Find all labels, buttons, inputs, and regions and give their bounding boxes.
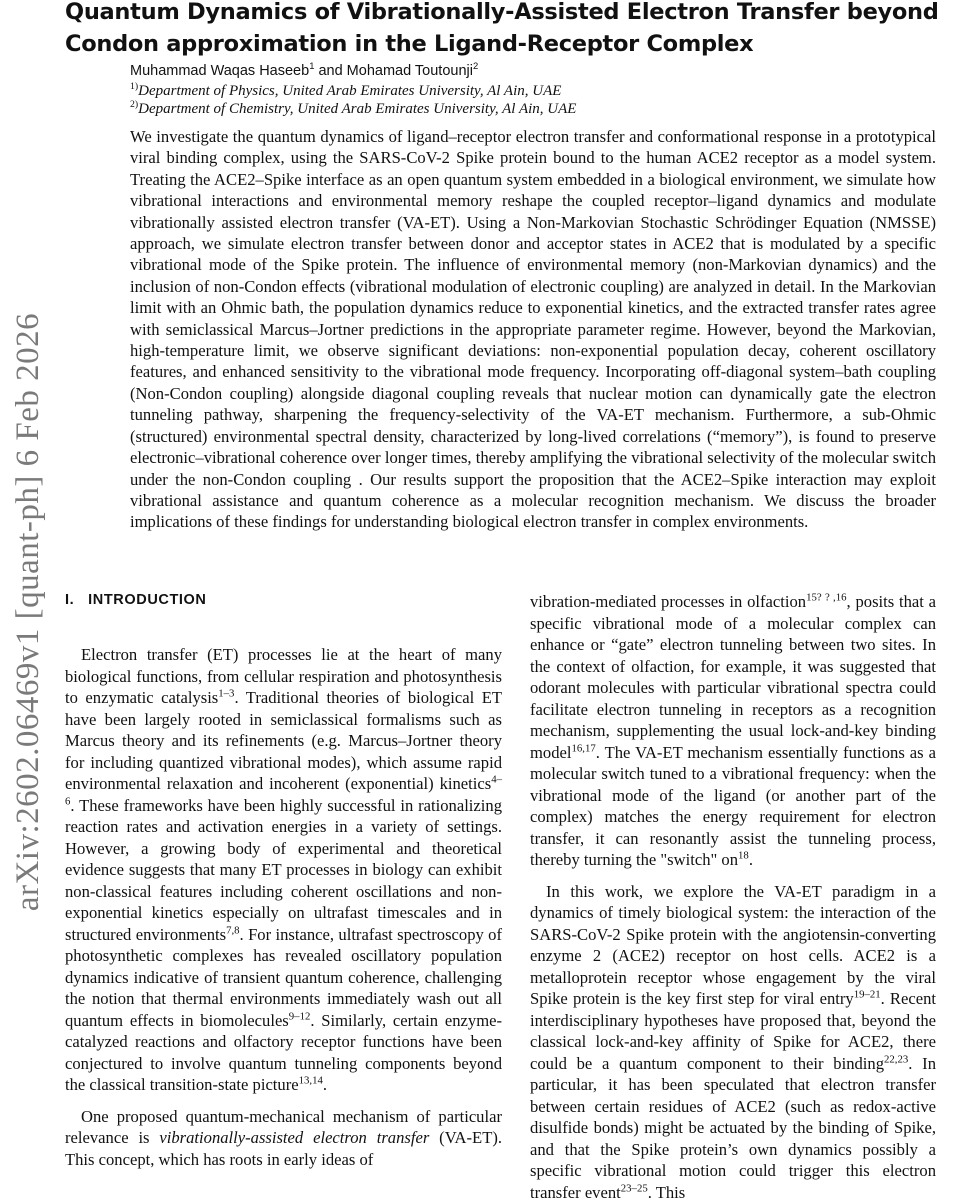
text-run: (VA-ET). This concept, which has roots in early ideas of — [65, 1128, 502, 1169]
section-heading-introduction: I. INTRODUCTION — [65, 592, 207, 608]
text-run: . Traditional theories of biological ET have been largely rooted in semiclassical formalisms such as Marcus theory and its refinements (e.g. Marcus–Jortner theory for including quantized vibrational modes), which assume rapid environmental relaxation and incoherent (exponential) kinetics — [65, 688, 502, 793]
text-run: . These frameworks have been highly successful in rationalizing reaction rates and activation energies in a variety of settings. However, a growing body of experimental and theoretical evidence suggests that many ET processes in biology can exhibit non-classical features including coherent oscillations and non-exponential kinetics especially on ultrafast timescales and in structured environments — [65, 796, 502, 944]
paragraph — [530, 591, 936, 871]
author-name: Muhammad Waqas Haseeb — [130, 63, 309, 79]
citation-superscript: 18 — [738, 849, 749, 861]
arxiv-identifier-stamp: arXiv:2602.06469v1 [quant-ph] 6 Feb 2026 — [6, 292, 50, 932]
citation-superscript: 23–25 — [621, 1182, 648, 1194]
author-list — [130, 62, 478, 80]
text-run: vibration-mediated processes in olfaction — [530, 592, 806, 611]
author-affiliation-mark: 1 — [309, 60, 314, 71]
left-column — [65, 644, 502, 1170]
right-column — [530, 591, 936, 1203]
affiliation-text: Department of Physics, United Arab Emirates University, Al Ain, UAE — [138, 83, 561, 99]
text-run: Electron transfer (ET) processes lie at the heart of many biological functions, from cellular respiration and photosynthesis to enzymatic catalysis — [65, 645, 502, 707]
affiliation-mark: 1) — [130, 81, 138, 92]
citation-superscript: 9–12 — [289, 1010, 311, 1022]
emphasized-text: vibrationally-assisted electron transfer — [159, 1128, 429, 1147]
citation-superscript: 13,14 — [299, 1074, 323, 1086]
affiliation — [130, 82, 561, 100]
text-run: . In particular, it has been speculated that electron transfer between certain residues of ACE2 (such as redox-active disulfide bonds) might be actuated by the binding of Spike, and that the Spike protein’s own dynamics possibly a specific vibrational motion could trigger this electron transfer event — [530, 1054, 936, 1202]
citation-superscript: 19–21 — [854, 988, 881, 1000]
text-run: In this work, we explore the VA-ET paradigm in a dynamics of timely biological system: the interaction of the SARS-CoV-2 Spike protein with the angiotensin-converting enzyme 2 (ACE2) receptor on host cells. ACE2 is a metalloprotein receptor whose engagement by the viral Spike protein is the key first step for viral entry — [530, 882, 936, 1009]
citation-superscript: 15? ? ,16 — [806, 591, 846, 603]
affiliation-mark: 2) — [130, 99, 138, 110]
text-run: , posits that a specific vibrational mode of a molecular complex can enhance or “gate” electron tunneling between two sites. In the context of olfaction, for example, it was suggested that odorant molecules with particular vibrational spectra could facilitate electron tunneling in receptors as a recognition mechanism, supplementing the usual lock-and-key binding model — [530, 592, 936, 762]
text-run: . — [323, 1075, 327, 1094]
text-run: . The VA-ET mechanism essentially functions as a molecular switch tuned to a vibrational frequency: when the vibrational mode of the ligand (or another part of the complex) matches the energy requirement for electron transfer, it can resonantly assist the tunneling process, thereby turning the "switch" on — [530, 743, 936, 870]
text-run: . — [749, 850, 753, 869]
citation-superscript: 1–3 — [218, 687, 234, 699]
author-name: Mohamad Toutounji — [347, 63, 473, 79]
author-joiner: and — [314, 63, 346, 79]
text-run: . Recent interdisciplinary hypotheses have proposed that, beyond the classical lock-and-key affinity of Spike for ACE2, there could be a quantum component to their binding — [530, 989, 936, 1073]
affiliation-text: Department of Chemistry, United Arab Emirates University, Al Ain, UAE — [138, 101, 576, 117]
paragraph — [65, 644, 502, 1096]
text-run: . This — [648, 1183, 686, 1202]
affiliation — [130, 100, 576, 118]
text-run: . Similarly, certain enzyme-catalyzed reactions and olfactory receptor functions have been conjectured to involve quantum tunneling components beyond the classical transition-state picture — [65, 1011, 502, 1095]
citation-superscript: 22,23 — [884, 1053, 908, 1065]
abstract: We investigate the quantum dynamics of ligand–receptor electron transfer and conformational response in a prototypical viral binding complex, using the SARS-CoV-2 Spike protein bound to the human ACE2 receptor as a model system. Treating the ACE2–Spike interface as an open quantum system embedded in a biological environment, we simulate how vibrational interactions and environmental memory reshape the coupled receptor–ligand dynamics and modulate vibrationally assisted electron transfer (VA-ET). Using a Non-Markovian Stochastic Schrödinger Equation (NMSSE) approach, we simulate electron transfer between donor and acceptor states in ACE2 that is modulated by a specific vibrational mode of the Spike protein. The influence of environmental memory (non-Markovian dynamics) and the inclusion of non-Condon effects (vibrational modulation of electronic coupling) are analyzed in detail. In the Markovian limit with an Ohmic bath, the population dynamics reduce to exponential kinetics, and the extracted transfer rates agree with semiclassical Marcus–Jortner predictions in the appropriate parameter regime. However, beyond the Markovian, high-temperature limit, we observe significant deviations: non-exponential population decay, coherent oscillatory features, and enhanced sensitivity to the vibrational mode frequency. Incorporating off-diagonal system–bath coupling (Non-Condon coupling) alongside diagonal coupling reveals that nuclear motion can dynamically gate the electron tunneling pathway, sharpening the frequency-selectivity of the VA-ET mechanism. Furthermore, a sub-Ohmic (structured) environmental spectral density, characterized by long-lived correlations (“memory”), is found to preserve electronic–vibrational coherence over longer times, thereby amplifying the vibrational selectivity of the molecular switch under the non-Condon coupling . Our results support the proposition that the ACE2–Spike interaction may exploit vibrational assistance and quantum coherence as a molecular recognition mechanism. We discuss the broader implications of these findings for understanding biological electron transfer in complex environments. — [130, 126, 936, 533]
paragraph — [65, 1106, 502, 1171]
citation-superscript: 7,8 — [226, 924, 239, 936]
citation-superscript: 16,17 — [571, 742, 595, 754]
author-affiliation-mark: 2 — [473, 60, 478, 71]
citation-superscript: 4–6 — [65, 773, 502, 807]
text-run: One proposed quantum-mechanical mechanism of particular relevance is — [65, 1107, 502, 1148]
paragraph — [530, 881, 936, 1203]
text-run: . For instance, ultrafast spectroscopy of photosynthetic complexes has revealed oscillatory population dynamics indicative of transient quantum coherence, challenging the notion that thermal environments immediately wash out all quantum effects in biomolecules — [65, 925, 502, 1030]
paper-title: Quantum Dynamics of Vibrationally-Assisted Electron Transfer beyond Condon approximation in the Ligand-Receptor Complex — [65, 0, 945, 60]
